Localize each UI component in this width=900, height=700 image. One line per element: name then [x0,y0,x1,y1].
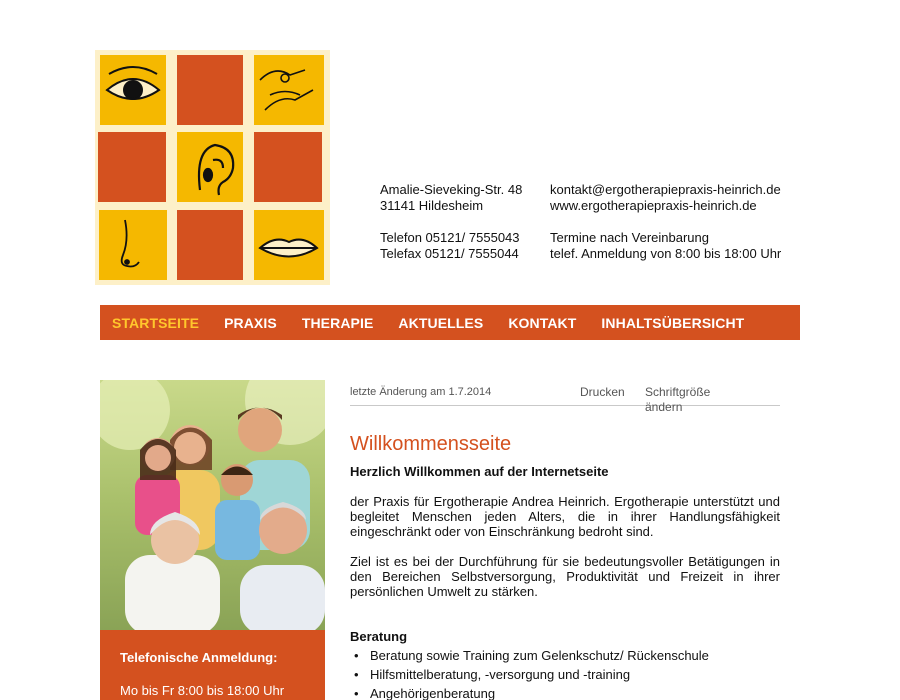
nav-item-praxis[interactable]: PRAXIS [224,314,277,331]
section-title: Beratung [350,629,408,644]
beratung-list [350,648,780,700]
main-navigation [100,305,800,340]
print-button[interactable]: Drucken [580,385,625,399]
intro-paragraph: der Praxis für Ergotherapie Andrea Heinrich. Ergotherapie unterstützt und begleitet Menschen jeden Alters, die in ihrer Handlungsfähigkeit eingeschränkt oder von Einschränkung bedroht sind. [350,494,780,539]
sidebar-title: Telefonische Anmeldung: [120,650,278,665]
last-modified: letzte Änderung am 1.7.2014 [350,386,492,398]
nav-item-therapie[interactable]: THERAPIE [301,314,374,331]
nav-item-kontakt[interactable]: KONTAKT [508,314,577,331]
sidebar-hours: Mo bis Fr 8:00 bis 18:00 Uhr [120,683,285,698]
welcome-lead: Herzlich Willkommen auf der Internetseite [350,464,609,479]
practice-logo[interactable] [95,50,330,285]
street-address: Amalie-Sieveking-Str. 48 [380,182,523,197]
fax-number: Telefax 05121/ 7555044 [380,246,519,261]
goal-paragraph: Ziel ist es bei der Durchführung für sie bedeutungsvoller Betätigungen in den Bereichen Selbstversorgung, Produktivität und Freizeit in ihrer persönlichen Umwelt zu stärken. [350,554,780,599]
nav-item-inhaltsuebersicht[interactable]: INHALTSÜBERSICHT [601,314,745,331]
family-photo [100,380,325,630]
font-size-button[interactable]: Schriftgröße ändern [645,385,711,414]
nav-item-startseite[interactable]: STARTSEITE [112,314,200,331]
appointment-note: Termine nach Vereinbarung [550,230,709,245]
phone-registration-box [100,630,325,700]
address-block [380,182,522,262]
contact-block [550,182,781,262]
phone-number: Telefon 05121/ 7555043 [380,230,520,245]
email-link[interactable]: kontakt@ergotherapiepraxis-heinrich.de [550,182,781,197]
page-title: Willkommensseite [350,433,512,455]
list-item: • Angehörigenberatung [350,686,780,700]
list-item: • Hilfsmittelberatung, -versorgung und -training [350,667,780,682]
city-address: 31141 Hildesheim [380,198,484,213]
phone-hours: telef. Anmeldung von 8:00 bis 18:00 Uhr [550,246,782,261]
main-content [350,432,780,700]
content-toolbar [350,384,780,414]
nav-item-aktuelles[interactable]: AKTUELLES [398,314,484,331]
website-link[interactable]: www.ergotherapiepraxis-heinrich.de [550,198,757,213]
list-item: • Beratung sowie Training zum Gelenkschutz/ Rückenschule [350,648,780,663]
